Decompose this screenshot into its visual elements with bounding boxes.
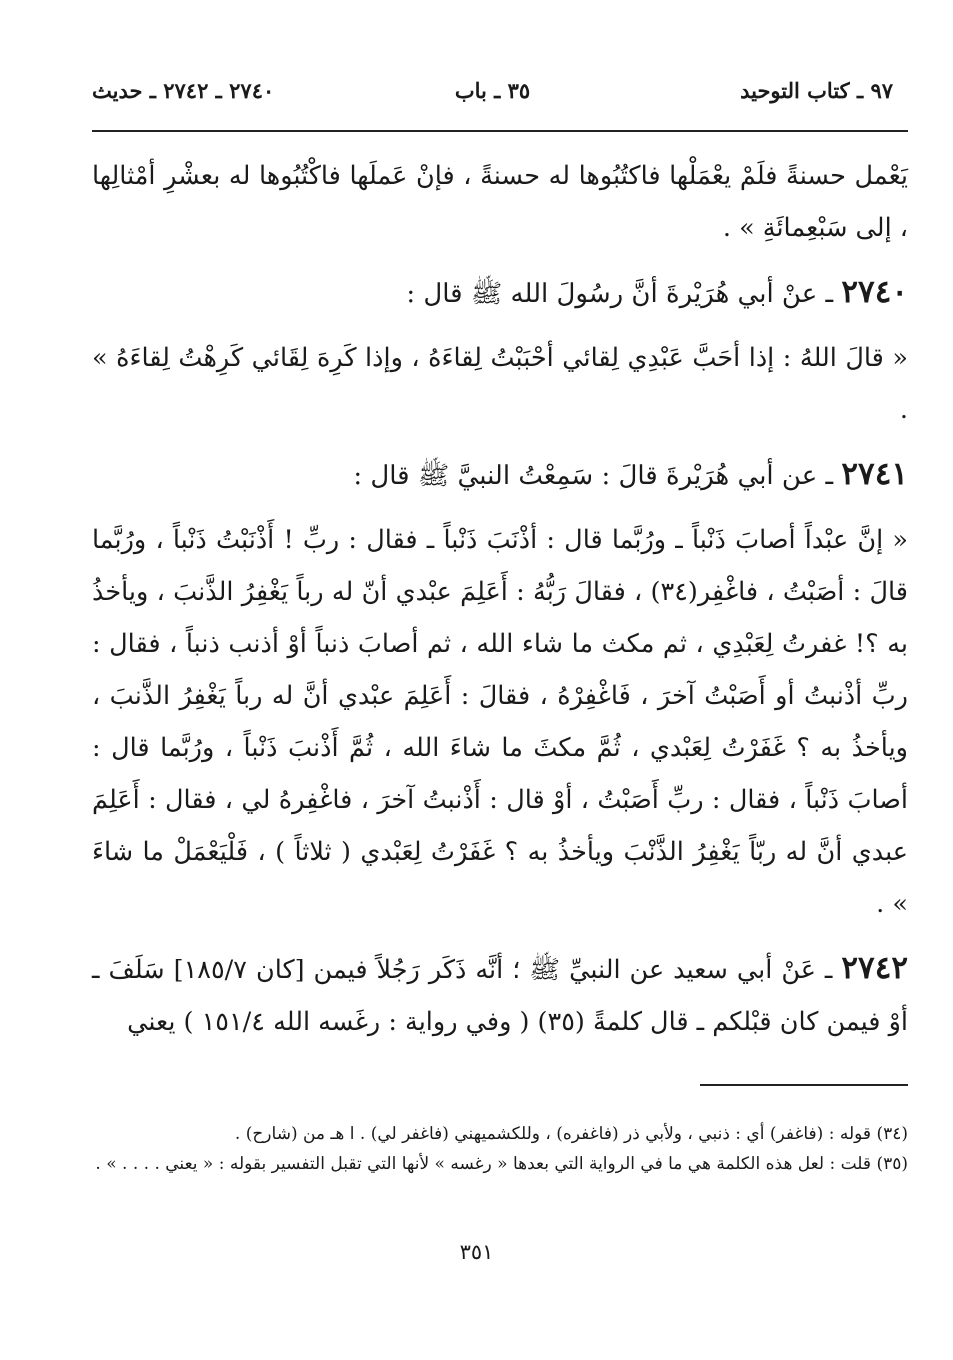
main-text <box>92 150 908 1060</box>
header-book-title: ٩٧ ـ كتاب التوحيد <box>740 78 893 103</box>
header-chapter: ٣٥ ـ باب <box>454 78 531 103</box>
header-hadith-range: ٢٧٤٠ ـ ٢٧٤٢ ـ حديث <box>92 78 275 103</box>
hadith-number: ٢٧٤٠ <box>841 274 908 310</box>
hadith-intro: ـ عن أبي هُرَيْرةَ قالَ : سَمِعْتُ النبيَّ ﷺ قال : <box>353 461 842 491</box>
hadith-intro: ـ عنْ أبي هُرَيْرةَ أنَّ رسُولَ الله ﷺ قال : <box>406 279 842 309</box>
footnote-35: (٣٥) قلت : لعل هذه الكلمة هي ما في الرواية التي بعدها « رغسه » لأنها التي تقبل التفسير بقوله : « يعني . . . . » . <box>95 1154 908 1174</box>
hadith-number: ٢٧٤٢ <box>841 950 908 986</box>
hadith-2741-heading <box>92 448 908 502</box>
hadith-2741-text: « إنَّ عبْداً أصابَ ذَنْباً ـ ورُبَّما قال : أذْنَبَ ذَنْباً ـ فقال : ربِّ ! أَذْنَبْتُ ذَنْباً ، ورُبَّما قالَ : أصَبْتُ ، فاغْفِر(٣٤) ، فقالَ رَبُّهُ : أَعَلِمَ عبْدي أنّ له رباً يَغْفِرُ الذَّنبَ ، ويأخذُ به ؟! غفرتُ لِعَبْدِي ، ثم مكث ما شاء الله ، ثم أصابَ ذنباً أوْ أذنب ذنباً ، فقال : ربِّ أذْنبتُ أو أَصَبْتُ آخرَ ، فَاغْفِرْهُ ، فقالَ : أَعَلِمَ عبْدي أنَّ له رباً يَغْفِرُ الذَّنبَ ، ويأخذُ به ؟ غَفَرْتُ لِعَبْدي ، ثُمَّ مكثَ ما شاءَ الله ، ثُمَّ أَذْنبَ ذَنْباً ، ورُبَّما قال : أصابَ ذَنْباً ، فقال : ربِّ أَصَبْتُ ، أوْ قال : أَذْنبتُ آخرَ ، فاغْفِرهُ لي ، فقال : أَعَلِمَ عبدي أنَّ له ربّاً يَغْفِرُ الذَّنْبَ ويأخذُ به ؟ غَفَرْتُ لِعَبْدي ( ثلاثاً ) ، فَلْيَعْمَلْ ما شاءَ » . <box>92 525 908 919</box>
running-header <box>92 78 893 118</box>
hadith-2740-heading <box>92 266 908 320</box>
header-divider <box>92 130 908 132</box>
hadith-2742-text <box>92 942 908 1048</box>
hadith-number: ٢٧٤١ <box>841 456 908 492</box>
footnote-34: (٣٤) قوله : (فاغفر) أي : ذنبي ، ولأبي ذر (فاغفره) ، وللكشميهني (فاغفر لي) . ا هـ من (شارح) . <box>234 1124 908 1144</box>
footnotes <box>92 1120 908 1180</box>
hadith-2740-text: « قالَ اللهُ : إذا أحَبَّ عَبْدِي لِقائي أحْبَبْتُ لِقاءَهُ ، وإذا كَرِهَ لِقَائي كَرِهْتُ لِقاءَهُ » . <box>92 343 908 425</box>
page-number: ٣٥١ <box>459 1240 494 1264</box>
footnote-divider <box>700 1084 908 1086</box>
hadith-body: ـ عَنْ أبي سعيد عن النبيِّ ﷺ ؛ أنَّه ذَكَر رَجُلاً فيمن [كان ١٨٥/٧] سَلَفَ ـ أوْ فيمن كان قبْلكم ـ قال كلمةً (٣٥) ( وفي رواية : رغَسه الله ١٥١/٤ ) يعني <box>92 955 908 1037</box>
paragraph-continuation: يَعْمل حسنةً فلَمْ يعْمَلْها فاكتُبُوها له حسنةً ، فإنْ عَملَها فاكْتُبُوها له بعشْرِ أمْثالِها ، إلى سَبْعِمائَةِ » . <box>92 161 908 243</box>
